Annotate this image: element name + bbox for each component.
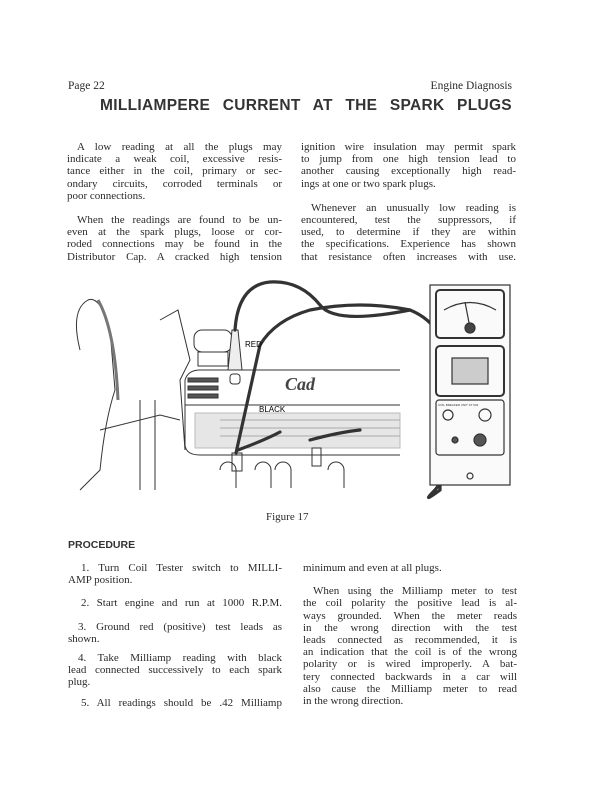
text-line: leads connected as recommended, it is (303, 633, 517, 646)
black-lead-label: BLACK (259, 405, 286, 414)
text-line: 2. Start engine and run at 1000 R.P.M. (81, 597, 282, 610)
text-line: the coil polarity the positive lead is al- (303, 597, 517, 610)
text-line: an indication that the coil is of the wrong (303, 646, 517, 659)
paragraph (67, 141, 282, 202)
procedure-right-column (303, 562, 517, 717)
text-line: 3. Ground red (positive) test leads as (78, 620, 282, 633)
text-line: Whenever an unusually low reading is (311, 201, 516, 214)
text-line: Distributor Cap. A cracked high tension (67, 250, 282, 263)
procedure-step (68, 697, 282, 709)
page-title: MILLIAMPERE CURRENT AT THE SPARK PLUGS (100, 97, 512, 114)
procedure-step (68, 562, 282, 586)
intro-right-column (301, 141, 516, 273)
text-line: the specifications. Experience has shown (301, 238, 516, 251)
text-line: ings at one or two spark plugs. (301, 177, 436, 190)
text-line: polarity or is wired improperly. A bat- (303, 658, 517, 671)
text-line: that resistance often increases with use. (301, 250, 516, 263)
paragraph (303, 562, 517, 574)
black-lead (236, 305, 455, 498)
text-line: ondary circuits, corroded terminals or (67, 177, 282, 190)
procedure-step (68, 652, 282, 689)
text-line: lead connected successively to each spark (68, 664, 282, 677)
cadillac-logo: Cad (285, 374, 316, 394)
text-line: used, to determine if they are within (301, 226, 516, 239)
text-line: plug. (68, 676, 91, 689)
paragraph (303, 585, 517, 707)
text-line: shown. (68, 632, 100, 645)
procedure-step (68, 597, 282, 609)
text-line: encountered, test the suppressors, if (301, 213, 516, 226)
text-line: to jump from one high tension lead to (301, 153, 516, 166)
engine-tester-illustration (60, 270, 530, 505)
text-line: When the readings are found to be un- (77, 213, 282, 226)
text-line: 4. Take Milliamp reading with black (78, 651, 282, 664)
intro-left-column (67, 141, 282, 273)
procedure-heading: PROCEDURE (68, 539, 136, 551)
text-line: tery connected backwards in a car will (303, 670, 517, 683)
text-line: When using the Milliamp meter to test (313, 585, 517, 598)
text-line: roded connections may be found in the (67, 238, 282, 251)
text-line: even at the spark plugs, loose or cor- (67, 226, 282, 239)
text-line: in the wrong direction with the test (303, 621, 517, 634)
text-line: in the wrong direction. (303, 694, 404, 707)
tester-panel-label: COIL BREAKER UNIT ST 504 (438, 403, 479, 407)
text-line: AMP position. (68, 574, 133, 587)
paragraph (67, 214, 282, 263)
procedure-left-column (68, 562, 282, 719)
text-line: 5. All readings should be .42 Milliamp (81, 696, 282, 709)
text-line: ways grounded. When the meter reads (303, 609, 517, 622)
text-line: another causing exceptionally high read- (301, 165, 516, 178)
text-line: 1. Turn Coil Tester switch to MILLI- (81, 562, 282, 574)
text-line: ignition wire insulation may permit spark (301, 141, 516, 153)
red-lead-label: RED (245, 340, 262, 349)
text-line: A low reading at all the plugs may (77, 141, 282, 153)
paragraph (301, 202, 516, 263)
text-line: minimum and even at all plugs. (303, 562, 442, 574)
text-line: tance either in the coil, primary or sec- (67, 165, 282, 178)
section-name: Engine Diagnosis (430, 80, 512, 92)
procedure-step (68, 621, 282, 645)
text-line: indicate a weak coil, excessive resis- (67, 153, 282, 166)
figure-caption: Figure 17 (266, 511, 309, 523)
page-number: Page 22 (68, 80, 105, 92)
coil-tester (430, 285, 510, 485)
text-line: also cause the Milliamp meter to read (303, 682, 517, 695)
text-line: poor connections. (67, 189, 146, 202)
paragraph (301, 141, 516, 190)
